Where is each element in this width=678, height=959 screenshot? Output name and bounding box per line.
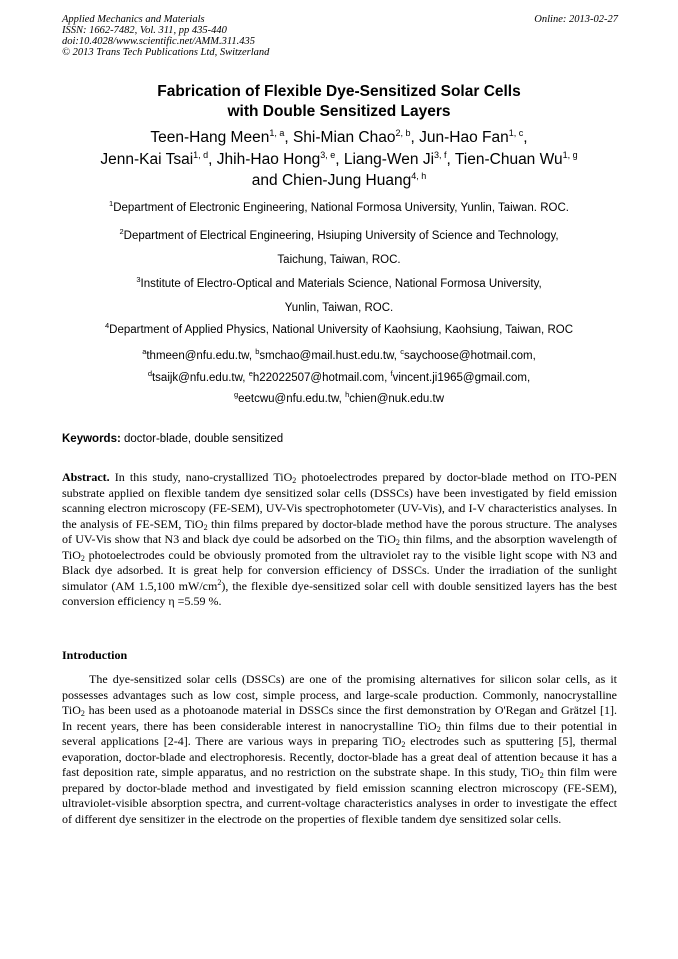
introduction-body <box>62 672 617 827</box>
email-sup: b <box>255 347 260 356</box>
email-sup: e <box>248 368 253 378</box>
intro-text: The dye-sensitized solar cells (DSSCs) are one of the promising alternatives for silicon solar cells, as it possesses advantages such as low cost, simple process, and large-scale production. Commonly, nanocrystalline TiO <box>62 672 617 717</box>
author-sup: 4, h <box>411 171 427 181</box>
email-sup: a <box>142 347 147 356</box>
affiliation-number: 3 <box>136 275 141 284</box>
copyright-line: © 2013 Trans Tech Publications Ltd, Switzerland <box>62 47 270 58</box>
email-sup: c <box>400 347 404 356</box>
subscript: 2 <box>436 724 441 734</box>
affiliation-3 <box>40 272 638 320</box>
author-sup: 1, g <box>562 149 578 160</box>
journal-header <box>62 14 618 58</box>
author-list <box>40 127 638 192</box>
email-sup: h <box>345 390 350 399</box>
abstract-text: thin films prepared by doctor-blade method have the porous structure. The analyses of UV-Vis show that N3 and black dye could be adsorbed on the TiO <box>62 516 617 546</box>
email-link[interactable]: saychoose@hotmail.com <box>403 350 533 362</box>
affiliation-text: Institute of Electro-Optical and Materials Science, National Formosa University, <box>140 278 542 290</box>
email-sup: g <box>233 390 239 399</box>
intro-text: electrodes such as sputtering [5], thermal evaporation, doctor-blade and electrophoresis. Recently, doctor-blade has a great deal of attention because it has a fast deposition rate, simple apparatus, and no restriction on the substrate shape. In this study, TiO <box>62 734 617 779</box>
keywords <box>62 431 618 447</box>
abstract-text: In this study, nano-crystallized TiO <box>114 470 293 484</box>
title-line-1: Fabrication of Flexible Dye-Sensitized Solar Cells <box>157 83 521 100</box>
author-sep: , <box>208 150 217 168</box>
intro-text: thin film were prepared by doctor-blade method and investigated by field emission scanning electron microscopy (FE-SEM), ultraviolet-visible absorption spectra, and current-voltage characteristics analyses in order to investigate the effect of different dye sensitizer in the electrode on the properties of flexible tandem dye sensitized solar cells. <box>62 765 617 826</box>
subscript: 2 <box>539 771 544 780</box>
author-name: Liang-Wen Ji <box>343 150 435 168</box>
online-date: Online: 2013-02-27 <box>534 14 618 25</box>
subscript: 2 <box>401 740 406 749</box>
abstract-text: ), the flexible dye-sensitized solar cell with double sensitized layers has the best conversion efficiency η =5.59 %. <box>62 578 617 608</box>
subscript: 2 <box>292 476 297 485</box>
author-sep: , <box>335 150 344 168</box>
author-sep: , <box>410 129 420 146</box>
author-name: Jenn-Kai Tsai <box>100 150 194 168</box>
affiliation-text: Department of Electronic Engineering, National Formosa University, Yunlin, Taiwan. ROC. <box>113 202 569 214</box>
author-sup: 3, f <box>434 149 447 160</box>
affiliation-number: 2 <box>119 227 124 236</box>
email-link[interactable]: eetcwu@nfu.edu.tw <box>238 393 339 405</box>
affiliation-2 <box>40 224 638 272</box>
author-sup: 1, d <box>193 149 209 160</box>
keywords-text: doctor-blade, double sensitized <box>124 433 284 445</box>
paper-title <box>40 82 638 122</box>
subscript: 2 <box>80 709 85 718</box>
affiliation-1 <box>40 196 638 220</box>
doi-line[interactable]: doi:10.4028/www.scientific.net/AMM.311.435 <box>62 36 255 47</box>
title-line-2: with Double Sensitized Layers <box>227 103 451 120</box>
email-list: $^a$thmeen@nfu.edu.tw, $^b$smchao@mail.hust.edu.tw, $^c$saychoose@hotmail.com, $^d$tsaijk@nfu.edu.tw, $^e$h22022507@hotmail.com, $^f$vincent.ji1965@gmail.com, $^g$eetcwu@nfu.edu.tw, $^h$chien@nuk.edu.tw <box>142 347 536 405</box>
author-sep: , <box>284 129 293 146</box>
author-sup: 2, b <box>395 128 411 138</box>
affiliation-number: 4 <box>104 321 110 330</box>
abstract <box>62 470 617 610</box>
intro-text: thin films due to their potential in several applications [2-4]. There are various ways in preparing TiO <box>62 718 617 748</box>
superscript: 2 <box>217 577 222 587</box>
author-name: Jhih-Hao Hong <box>216 150 321 168</box>
affiliation-text-2: Yunlin, Taiwan, ROC. <box>284 302 394 314</box>
keywords-label: Keywords: <box>62 433 121 445</box>
abstract-label: Abstract. <box>62 470 110 484</box>
affiliation-number: 1 <box>109 199 114 208</box>
email-link[interactable]: chien@nuk.edu.tw <box>349 393 445 405</box>
author-sup: 1, c <box>508 128 524 138</box>
subscript: 2 <box>80 553 85 563</box>
author-name: Tien-Chuan Wu <box>454 150 563 168</box>
abstract-text: thin films, and the absorption wavelength of TiO <box>62 532 617 562</box>
email-sup: f <box>390 368 393 378</box>
author-line-2 <box>40 149 638 171</box>
affiliation-4 <box>40 318 638 342</box>
author-name: Shi-Mian Chao <box>292 129 396 146</box>
author-name: Chien-Jung Huang <box>281 172 412 189</box>
email-sup: d <box>147 368 152 378</box>
email-link[interactable]: tsaijk@nfu.edu.tw <box>151 371 243 384</box>
author-name: Jun-Hao Fan <box>419 129 509 146</box>
author-sep: , <box>523 129 528 146</box>
introduction-heading: Introduction <box>62 648 128 662</box>
email-link[interactable]: thmeen@nfu.edu.tw <box>146 350 249 362</box>
subscript: 2 <box>203 522 208 532</box>
author-line-1 <box>40 127 638 149</box>
intro-text: has been used as a photoanode material in DSSCs since the first demonstration by O'Regan and Grätzel [1]. In recent years, there has been considerable interest in nanocrystalline TiO <box>62 703 617 733</box>
abstract-text: photoelectrodes could be obviously promoted from the ultraviolet ray to the visible light scope with N3 and Black dye adsorbed. It is great help for conversion efficiency of DSSCs. Under the irradiation of the sunlight simulator (AM 1.5,100 mW/cm <box>62 547 617 593</box>
journal-name: Applied Mechanics and Materials <box>62 14 205 25</box>
author-line-3 <box>40 170 638 192</box>
affiliation-text-2: Taichung, Taiwan, ROC. <box>277 254 401 266</box>
subscript: 2 <box>395 538 400 547</box>
author-sup: 1, a <box>269 128 285 138</box>
author-sep: , <box>446 150 455 168</box>
email-link[interactable]: vincent.ji1965@gmail.com <box>392 371 527 384</box>
abstract-text: photoelectrodes prepared by doctor-blade method on ITO-PEN substrate applied on flexible tandem dye sensitized solar cells (DSSCs) have been investigated by field emission scanning electron microscopy (FE-SEM), UV-Vis spectrophotometer (UV-Vis), and I-V characteristics analyses. In the analysis of FE-SEM, TiO <box>62 470 617 531</box>
issn-line: ISSN: 1662-7482, Vol. 311, pp 435-440 <box>62 25 227 36</box>
email-link[interactable]: smchao@mail.hust.edu.tw <box>259 350 394 362</box>
author-sup: 3, e <box>320 149 336 160</box>
author-prefix: and <box>251 172 282 189</box>
author-name: Teen-Hang Meen <box>150 129 270 146</box>
affiliation-text: Department of Applied Physics, National University of Kaohsiung, Kaohsiung, Taiwan, ROC <box>109 324 574 336</box>
affiliation-text: Department of Electrical Engineering, Hsiuping University of Science and Technology, <box>123 230 559 242</box>
email-link[interactable]: h22022507@hotmail.com <box>252 371 385 384</box>
